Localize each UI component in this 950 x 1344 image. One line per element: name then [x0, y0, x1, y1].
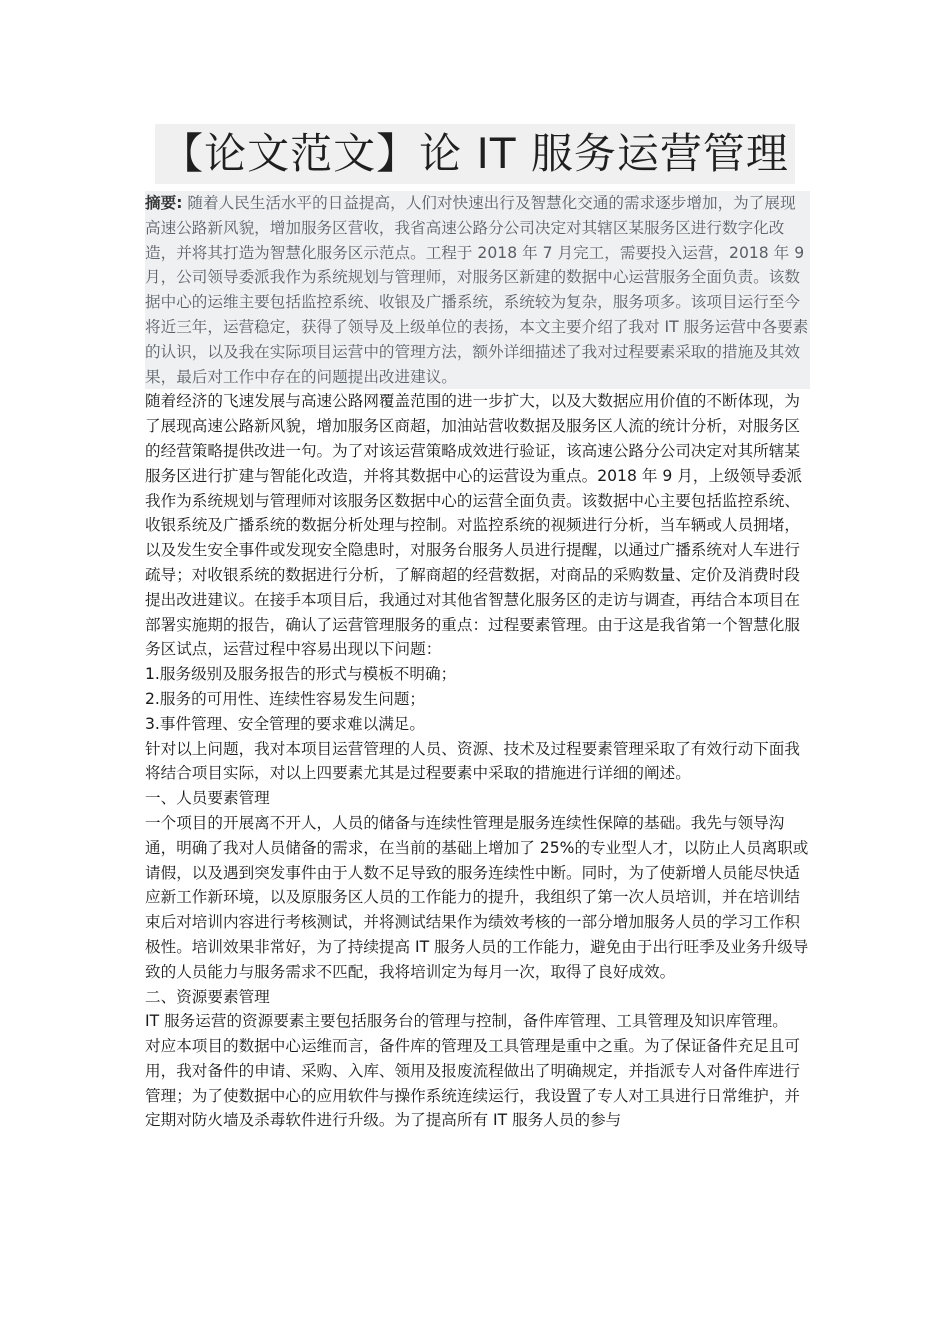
paragraph-resources-intro: IT 服务运营的资源要素主要包括服务台的管理与控制，备件库管理、工具管理及知识库管理。	[145, 1012, 788, 1031]
list-item-1: 1.服务级别及服务报告的形式与模板不明确；	[145, 665, 457, 684]
title-container	[0, 124, 950, 184]
list-item-2: 2.服务的可用性、连续性容易发生问题；	[145, 689, 425, 708]
abstract-paragraph	[145, 191, 810, 389]
abstract-label: 摘要:	[145, 194, 183, 212]
paragraph-response: 针对以上问题，我对本项目运营管理的人员、资源、技术及过程要素管理采取了有效行动下面我将结合项目实际，对以上四要素尤其是过程要素中采取的措施进行详细的阐述。	[145, 739, 800, 783]
section-heading-resources: 二、资源要素管理	[145, 987, 270, 1006]
paragraph-intro: 随着经济的飞速发展与高速公路网覆盖范围的进一步扩大，以及大数据应用价值的不断体现，为了展现高速公路新风貌，增加服务区商超，加油站营收数据及服务区人流的统计分析，对服务区的经营策略提供改进一句。为了对该运营策略成效进行验证，该高速公路分公司决定对其所辖某服务区进行扩建与智能化改造，并将其数据中心的运营设为重点。2018 年 9 月，上级领导委派我作为系统规划与管理师对该服务区数据中心的运营全面负责。该数据中心主要包括监控系统、收银系统及广播系统的数据分析处理与控制。对监控系统的视频进行分析，当车辆或人员拥堵，以及发生安全事件或发现安全隐患时，对服务台服务人员进行提醒，以通过广播系统对人车进行疏导；对收银系统的数据进行分析，了解商超的经营数据，对商品的采购数量、定价及消费时段提出改进建议。在接手本项目后，我通过对其他省智慧化服务区的走访与调查，再结合本项目在部署实施期的报告，确认了运营管理服务的重点：过程要素管理。由于这是我省第一个智慧化服务区试点，运营过程中容易出现以下问题：	[145, 392, 803, 659]
section-heading-personnel: 一、人员要素管理	[145, 789, 270, 808]
page-title: 【论文范文】论 IT 服务运营管理	[155, 124, 795, 184]
list-item-3: 3.事件管理、安全管理的要求难以满足。	[145, 714, 425, 733]
abstract-text: 随着人民生活水平的日益提高，人们对快速出行及智慧化交通的需求逐步增加，为了展现高速公路新风貌，增加服务区营收，我省高速公路分公司决定对其辖区某服务区进行数字化改造，并将其打造为智慧化服务区示范点。工程于 2018 年 7 月完工，需要投入运营，2018 年 9 月，公司领导委派我作为系统规划与管理师，对服务区新建的数据中心运营服务全面负责。该数据中心的运维主要包括监控系统、收银及广播系统，系统较为复杂，服务项多。该项目运行至今将近三年，运营稳定，获得了领导及上级单位的表扬，本文主要介绍了我对 IT 服务运营中各要素的认识，以及我在实际项目运营中的管理方法，额外详细描述了我对过程要素采取的措施及其效果，最后对工作中存在的问题提出改进建议。	[145, 194, 809, 386]
paragraph-resources-detail: 对应本项目的数据中心运维而言，备件库的管理及工具管理是重中之重。为了保证备件充足且可用，我对备件的申请、采购、入库、领用及报废流程做出了明确规定，并指派专人对备件库进行管理；为了使数据中心的应用软件与操作系统连续运行，我设置了专人对工具进行日常维护，并定期对防火墙及杀毒软件进行升级。为了提高所有 IT 服务人员的参与	[145, 1037, 800, 1130]
paragraph-personnel: 一个项目的开展离不开人，人员的储备与连续性管理是服务连续性保障的基础。我先与领导沟通，明确了我对人员储备的需求，在当前的基础上增加了 25%的专业型人才，以防止人员离职或请假，以及遇到突发事件由于人数不足导致的服务连续性中断。同时，为了使新增人员能尽快适应新工作新环境，以及原服务区人员的工作能力的提升，我组织了第一次人员培训，并在培训结束后对培训内容进行考核测试，并将测试结果作为绩效考核的一部分增加服务人员的学习工作积极性。培训效果非常好，为了持续提高 IT 服务人员的工作能力，避免由于出行旺季及业务升级导致的人员能力与服务需求不匹配，我将培训定为每月一次，取得了良好成效。	[145, 813, 809, 981]
document-body	[145, 191, 810, 1133]
